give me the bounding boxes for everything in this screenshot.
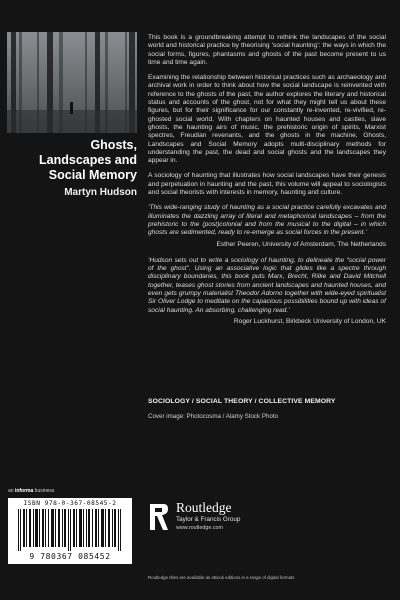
book-author: Martyn Hudson — [64, 187, 137, 198]
informa-business-label — [8, 488, 54, 494]
routledge-logo-icon — [148, 502, 170, 532]
book-title — [7, 138, 137, 183]
informa-prefix: an — [8, 488, 15, 494]
blurb-paragraph-3: A sociology of haunting that illustrates how social landscapes have their genesis and perpetuation in haunting and the past, this volume will appeal to sociologists and social theorists with interests in memory, haunting and culture. — [148, 172, 386, 197]
forest-silhouette-icon — [7, 32, 137, 133]
blurb-paragraph-1: This book is a groundbreaking attempt to rethink the landscapes of the social world and historical practice by theorising ‘social haunting’: the ways in which the social forms, figures, phantasms and ghosts of the past become present to us time and time again. — [148, 34, 386, 66]
book-title-line-1: Ghosts, — [90, 138, 137, 152]
book-title-line-2: Landscapes and — [39, 153, 137, 167]
figure-silhouette — [70, 102, 73, 114]
isbn-label: ISBN 978-0-367-08545-2 — [23, 500, 117, 507]
informa-word: informa — [14, 488, 34, 494]
endorsement-quote-1: ‘This wide-ranging study of haunting as a social practice carefully excavates and illuminates the dazzling array of literal and metaphorical landscapes – from the prehistoric to the (post)colonial and from the musical to the digital – in which ghosts are sedimented, ready to re-emerge as social forces in the present.’ — [148, 204, 386, 237]
ean-digits: 9 780367 085452 — [29, 552, 111, 561]
endorsement-attribution-2: Roger Luckhurst, Birkbeck University of London, UK — [233, 317, 386, 325]
book-title-line-3: Social Memory — [48, 168, 137, 182]
isbn-barcode — [8, 498, 132, 564]
publisher-group: Taylor & Francis Group — [176, 516, 241, 523]
informa-suffix: business — [33, 488, 55, 494]
blurb-paragraph-2: Examining the relationship between historical practices such as archaeology and archival work in order to think about how the social landscape is reinvented with reference to the ghosts of the past, the author explores the literary and historical status and accounts of the ghost, not for what they might tell us about these figures, but for their significance for our constantly re-invented, re-vivified, re-ghosted social world. With chapters on haunted houses and castles, slave ghosts, the haunting airs of music, the prehistoric origin of spirits, Marxist spectres, Freudian revenants, and the ghosts in the machine, Ghosts, Landscapes and Social Memory adopts multi-disciplinary methods for understanding the past, the dead and social ghosts and the landscapes they appear in. — [148, 74, 386, 165]
ebook-footnote: Routledge titles are available as eBook editions in a range of digital formats — [148, 575, 295, 580]
blurb — [148, 34, 386, 334]
cover-image-credit: Cover image: Photocosma / Alamy Stock Photo — [148, 413, 278, 420]
cover-photo-foggy-forest — [7, 32, 137, 133]
publisher-name: Routledge — [176, 500, 232, 515]
barcode-bars-icon — [18, 509, 122, 551]
publisher-url: www.routledge.com — [176, 525, 224, 531]
endorsement-attribution-1: Esther Peeren, University of Amsterdam, The Netherlands — [216, 240, 386, 248]
subject-categories: SOCIOLOGY / SOCIAL THEORY / COLLECTIVE MEMORY — [148, 398, 336, 405]
endorsement-quote-2: ‘Hudson sets out to write a sociology of haunting, to delineate the “social power of the ghost”. Using an associative logic that glides like a spectre through disciplinary boundaries, this book puts Marx, Brecht, Rilke and David Mitchell together, teases ghost stories from ancient landscapes and haunted houses, and even gets grumpy materialist Theodor Adorno together with wide-eyed spiritualist Sir Oliver Lodge to meditate on the capacious possibilities bound up with ideas of social haunting. An absorbing, challenging read.’ — [148, 256, 386, 314]
